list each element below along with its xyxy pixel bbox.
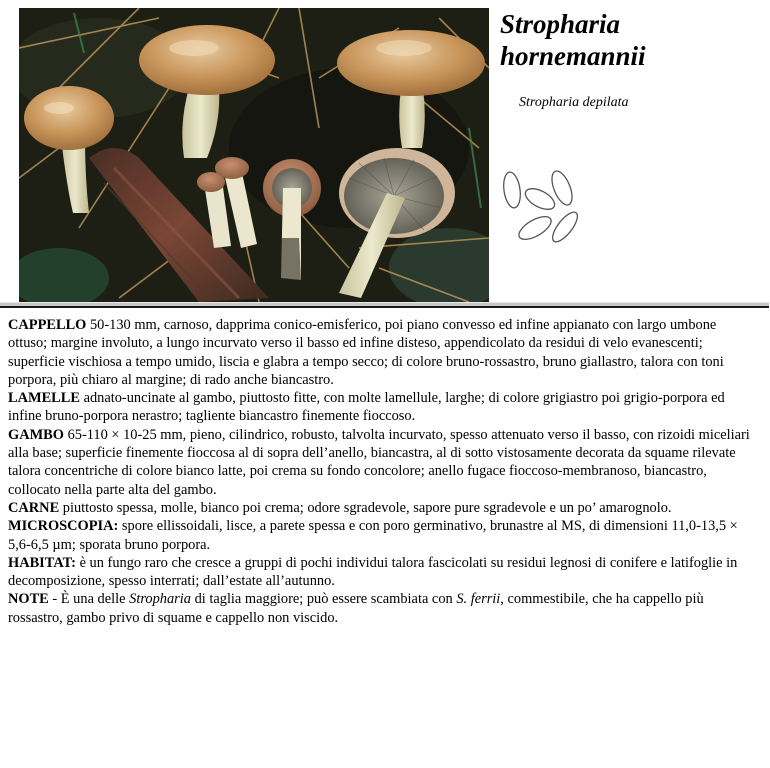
section-heading: CARNE: [8, 499, 60, 516]
spore-outline: [515, 212, 554, 244]
note-text-1: - È una delle: [48, 591, 130, 608]
section-gambo: [8, 426, 758, 499]
species-description: [8, 316, 758, 627]
spore-outline: [502, 171, 523, 209]
species-title-line2: hornemannii: [500, 41, 646, 71]
section-heading: CAPPELLO: [8, 317, 87, 333]
section-text: piuttosto spessa, molle, bianco poi crema; odore sgradevole, sapore pure sgradevole e un po’ amarognolo.: [59, 499, 672, 516]
note-genus: Stropharia: [129, 591, 191, 608]
section-heading: LAMELLE: [8, 390, 80, 407]
section-heading: HABITAT:: [8, 554, 76, 571]
species-synonym: Stropharia depilata: [519, 95, 629, 110]
note-text-2: di taglia maggiore; può essere scambiata con: [190, 591, 457, 608]
species-title: [500, 8, 765, 72]
section-heading: NOTE: [8, 591, 49, 608]
section-text: adnato-uncinate al gambo, piuttosto fitte, con molte lamellule, larghe; di colore grigiastro poi grigio-porpora ed infine bruno-porpora nerastro; tagliente biancastro finemente fioccoso.: [8, 390, 725, 425]
spore-outline: [522, 184, 558, 213]
section-cappello: [8, 316, 758, 389]
spore-outline: [548, 168, 576, 207]
species-title-line1: Stropharia: [500, 9, 621, 39]
spore-outline: [548, 209, 581, 246]
section-habitat: [8, 554, 758, 591]
section-text: spore ellissoidali, lisce, a parete spessa e con poro germinativo, brunastre al MS, di dimensioni 11,0-13,5 × 5,6-6,5 µm; sporata bruno porpora.: [8, 518, 738, 553]
section-text: 50-130 mm, carnoso, dapprima conico-emisferico, poi piano convesso ed infine appianato con largo umbone ottuso; margine involuto, a lungo incurvato verso il basso ed infine disteso, appendicolato da residui di velo evanescenti; superficie vischiosa a tempo umido, liscia e glabra a tempo secco; di colore bruno-rossastro, bruno giallastro, talora con toni porpora, più chiaro al margine; di rado anche biancastro.: [8, 317, 724, 388]
section-lamelle: [8, 389, 758, 426]
section-carne: [8, 499, 758, 517]
section-text: è un fungo raro che cresce a gruppi di pochi individui talora fascicolati su residui legnosi di conifere e latifoglie in decomposizione, spesso interrati; dall’estate all’autunno.: [8, 554, 738, 590]
mushroom-photo-drawing: [19, 8, 489, 302]
section-note: [8, 590, 758, 627]
section-divider: [0, 302, 769, 307]
mushroom-photo: [19, 8, 489, 302]
spore-drawing: [498, 165, 584, 247]
section-heading: MICROSCOPIA:: [8, 518, 119, 535]
section-microscopia: [8, 517, 758, 554]
note-text-3: , commestibile, che ha cappello più rossastro, gambo privo di squame e cappello non viscido.: [8, 591, 704, 626]
section-heading: GAMBO: [8, 426, 64, 443]
note-species: S. ferrii: [456, 591, 501, 608]
section-text: 65-110 × 10-25 mm, pieno, cilindrico, robusto, talvolta incurvato, spesso attenuato verso il basso, con rizoidi miceliari alla base; superficie finemente fioccosa al di sopra dell’anello, biancastra, al di sotto vistosamente decorata da squame rilevate talora concentriche di colore bianco latte, poi crema su fondo concolore; anello fugace fioccoso-membranoso, biancastro, collocato nella parte alta del gambo.: [8, 426, 750, 498]
